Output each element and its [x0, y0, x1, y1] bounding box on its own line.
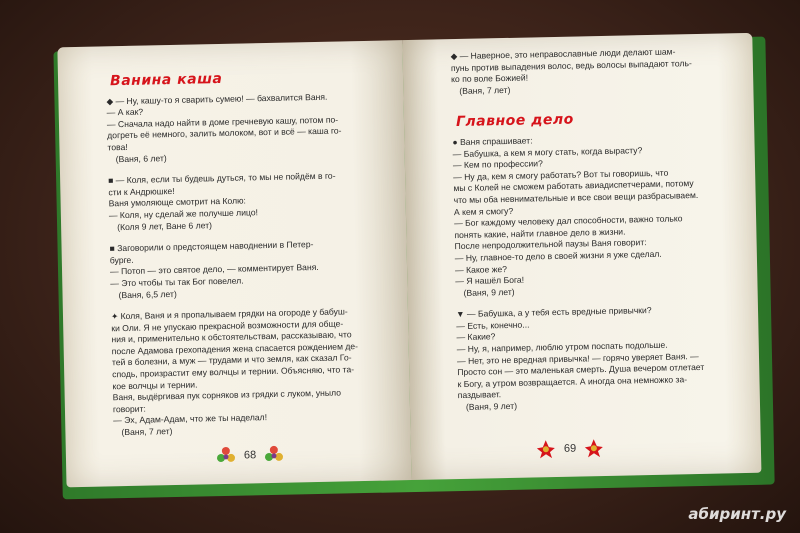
text-line: пунь против выпадения волос, ведь волосы выпадают толь- — [450, 57, 692, 73]
text-line: — Кем по профессии? — [452, 158, 543, 171]
text-line: тей в болезни, а муж — трудами и что земля, как сказал Го- — [111, 352, 352, 368]
text-line: — Я нашёл Бога! — [455, 274, 525, 287]
right-page-number: 69 — [563, 442, 577, 455]
right-page-text — [442, 131, 738, 414]
text-line: ▼ — Бабушка, а у тебя есть вредные привычки? — [455, 305, 652, 320]
text-line: сти к Андрюшке! — [108, 185, 175, 198]
flower-ornament-icon — [536, 439, 556, 459]
open-book — [57, 33, 766, 498]
text-line: — Бабушка, а кем я могу стать, когда вырасту? — [452, 144, 643, 159]
text-line: догреть её немного, залить молоком, вот и всё — каша го- — [107, 125, 342, 141]
text-line: — Сначала надо найти в доме гречневую кашу, потом по- — [106, 114, 339, 130]
right-page — [402, 33, 761, 480]
text-line: това! — [107, 141, 128, 153]
text-line: Ваня, выдёргивая пук сорняков из грядки с луком, уныло — [112, 387, 342, 403]
left-page-text — [96, 90, 388, 439]
flower-ornament-icon — [216, 446, 236, 466]
text-line: ■ Заговорили о предстоящем наводнении в Петер- — [109, 239, 314, 254]
text-line: ки Оли. Я не упускаю прекрасной возможности для обще- — [111, 318, 344, 333]
text-line: ● Ваня спрашивает: — [452, 135, 533, 148]
left-page — [57, 40, 411, 487]
text-line: (Коля 9 лет, Ване 6 лет) — [117, 219, 213, 232]
text-line: ния и, применительно к обстоятельствам, рассказываю, что — [111, 329, 352, 345]
text-line: понять какие, найти главное дело в жизни. — [454, 226, 626, 240]
text-line: (Ваня, 6 лет) — [115, 152, 167, 164]
text-line: ■ — Коля, если ты будешь дуться, то мы не пойдём в го- — [108, 170, 336, 186]
text-line: А кем я смогу? — [453, 205, 514, 217]
text-line: ◆ — Ну, кашу-то я сварить сумею! — бахвалится Ваня. — [106, 91, 328, 106]
text-line: После непродолжительной паузы Ваня говорит: — [454, 237, 647, 252]
left-page-content — [96, 71, 389, 440]
text-line: (Ваня, 6,5 лет) — [118, 288, 177, 300]
text-line: Просто сон — это маленькая смерть. Душа вечером отлетает — [457, 362, 705, 378]
text-line: кое волчцы и тернии. — [112, 379, 198, 391]
text-line: мы с Колей не сможем работать авиадиспетчерами, потому — [453, 178, 694, 194]
left-page-footer — [216, 445, 285, 466]
text-line: сподь, произрастит ему волчцы и тернии. Объясняю, что та- — [112, 364, 355, 380]
text-line: (Ваня, 7 лет) — [121, 426, 173, 438]
text-line: — А как? — [106, 106, 144, 118]
text-line: (Ваня, 9 лет) — [465, 400, 518, 412]
text-line: ✦ Коля, Ваня и я пропалываем грядки на огороде у бабуш- — [110, 306, 348, 322]
text-line: — Эх, Адам-Адам, что же ты наделал! — [113, 412, 268, 426]
text-line: бурге. — [109, 254, 134, 266]
text-line: — Ну, я, например, люблю утром поспать подольше. — [456, 339, 668, 355]
flower-ornament-icon — [264, 445, 284, 465]
text-line: — Нет, это не вредная привычка! — горячо уверяет Ваня. — — [456, 350, 699, 366]
text-line: — Бог каждому человеку дал способности, важно только — [454, 213, 683, 229]
text-line: ◆ — Наверное, это неправославные люди делают шам- — [450, 46, 676, 62]
right-page-footer — [536, 438, 605, 459]
text-line: — Ну да, кем я смогу работать? Вот ты говоришь, что — [453, 167, 669, 182]
right-page-top-text — [441, 45, 732, 97]
right-page-content — [441, 45, 739, 414]
text-line: — Потоп — это святое дело, — комментирует Ваня. — [109, 262, 319, 277]
text-line: — Ну, главное-то дело в своей жизни я уже сделал. — [454, 248, 662, 264]
flower-ornament-icon — [584, 438, 604, 458]
left-page-number: 68 — [243, 449, 257, 462]
watermark: абиринт.ру — [688, 505, 786, 523]
text-line: после Адамова грехопадения жена спасается рождением де- — [111, 341, 359, 357]
text-line: — Какое же? — [455, 263, 508, 275]
right-page-heading: Главное дело — [455, 111, 574, 131]
text-line: Ваня умоляюще смотрит на Колю: — [108, 195, 246, 209]
text-line: паздывает. — [457, 389, 502, 401]
text-line: — Это чтобы ты так Бог повелел. — [110, 275, 244, 289]
text-line: — Какие? — [456, 331, 496, 343]
text-line: (Ваня, 9 лет) — [463, 286, 515, 298]
text-line: ко по воле Божией! — [451, 72, 529, 85]
text-line: говорит: — [112, 403, 146, 415]
text-line: — Есть, конечно... — [456, 319, 530, 331]
text-line: к Богу, а утром возвращается. А иногда она немножко за- — [457, 374, 688, 389]
text-line: что мы оба невнимательные и все свои вещи разбрасываем. — [453, 189, 699, 206]
left-page-heading: Ванина каша — [109, 70, 223, 90]
text-line: — Коля, ну сделай же получше лицо! — [108, 207, 259, 221]
text-line: (Ваня, 7 лет) — [459, 84, 511, 96]
